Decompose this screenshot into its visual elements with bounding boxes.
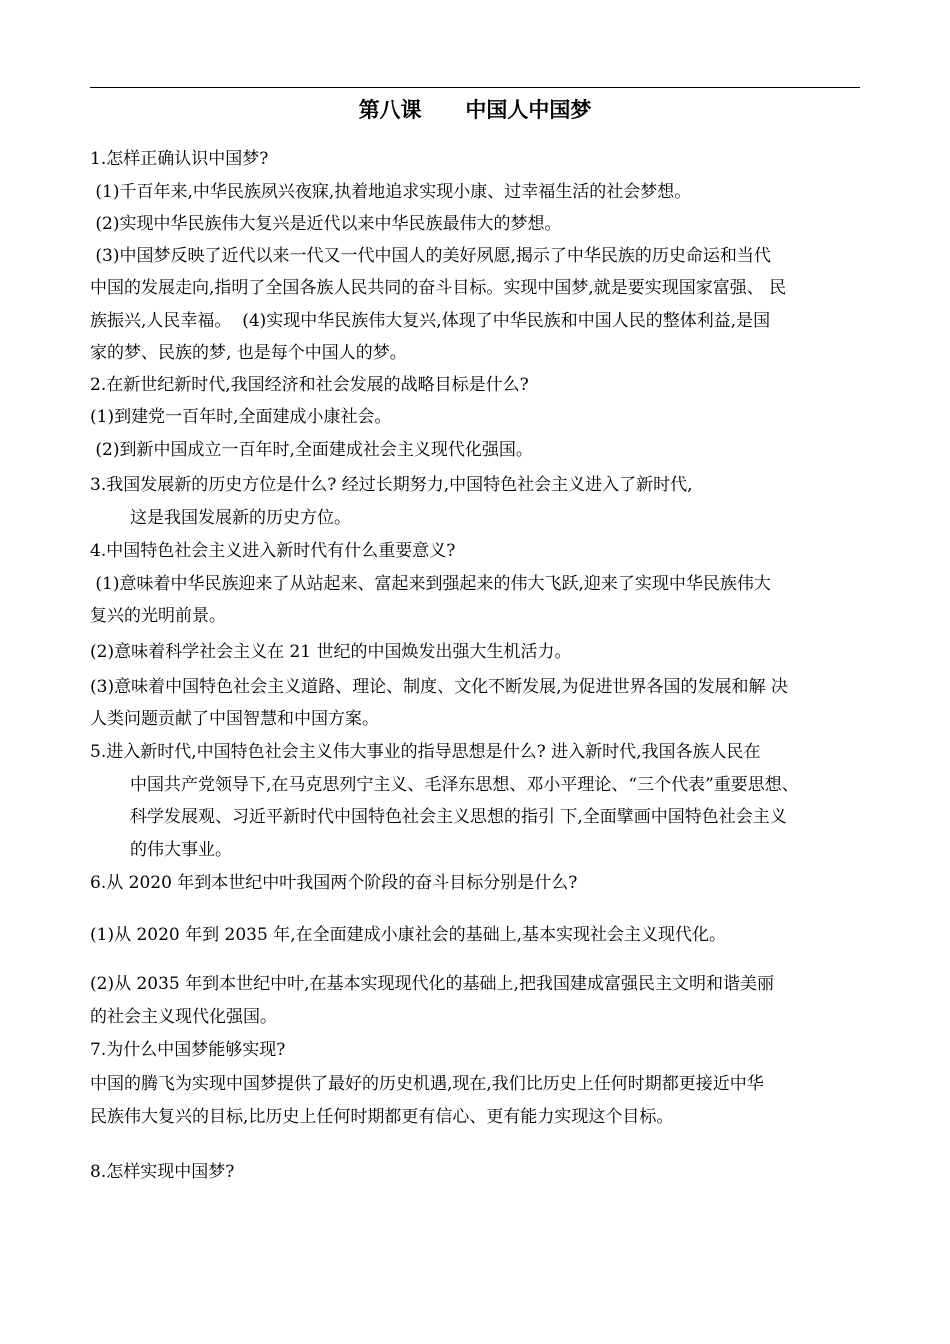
answer-line: (1)意味着中华民族迎来了从站起来、富起来到强起来的伟大飞跃,迎来了实现中华民族伟大: [90, 574, 771, 594]
answer-line: (1)从 2020 年到 2035 年,在全面建成小康社会的基础上,基本实现社会主义现代化。: [90, 925, 727, 945]
answer-line: 复兴的光明前景。: [90, 606, 226, 626]
answer-line: 科学发展观、习近平新时代中国特色社会主义思想的指引 下,全面擘画中国特色社会主义: [130, 807, 787, 827]
answer-line: (2)从 2035 年到本世纪中叶,在基本实现现代化的基础上,把我国建成富强民主文明和谐美丽: [90, 974, 774, 994]
question-1: 1.怎样正确认识中国梦?: [90, 149, 269, 169]
lesson-title: 第八课 中国人中国梦: [358, 98, 592, 122]
answer-line: 的伟大事业。: [130, 840, 232, 860]
answer-line: 人类问题贡献了中国智慧和中国方案。: [90, 709, 379, 729]
question-7: 7.为什么中国梦能够实现?: [90, 1040, 286, 1060]
question-6: 6.从 2020 年到本世纪中叶我国两个阶段的奋斗目标分别是什么?: [90, 873, 578, 893]
header-rule: [90, 87, 860, 88]
answer-line: (3)意味着中国特色社会主义道路、理论、制度、文化不断发展,为促进世界各国的发展和解 决: [90, 677, 788, 697]
answer-line: (2)意味着科学社会主义在 21 世纪的中国焕发出强大生机活力。: [90, 642, 572, 662]
question-2: 2.在新世纪新时代,我国经济和社会发展的战略目标是什么?: [90, 375, 529, 395]
answer-line: 家的梦、民族的梦, 也是每个中国人的梦。: [90, 343, 407, 363]
question-4: 4.中国特色社会主义进入新时代有什么重要意义?: [90, 541, 456, 561]
question-3: 3.我国发展新的历史方位是什么? 经过长期努力,中国特色社会主义进入了新时代,: [90, 475, 693, 495]
answer-line: 族振兴,人民幸福。 (4)实现中华民族伟大复兴,体现了中华民族和中国人民的整体利益,是国: [90, 311, 771, 331]
answer-line: 中国共产党领导下,在马克思列宁主义、毛泽东思想、邓小平理论、“三个代表”重要思想、: [130, 775, 799, 795]
answer-line: (1)千百年来,中华民族夙兴夜寐,执着地追求实现小康、过幸福生活的社会梦想。: [90, 182, 692, 202]
answer-line: (2)实现中华民族伟大复兴是近代以来中华民族最伟大的梦想。: [90, 214, 562, 234]
answer-line: (3)中国梦反映了近代以来一代又一代中国人的美好夙愿,揭示了中华民族的历史命运和当代: [90, 246, 771, 266]
answer-line: 这是我国发展新的历史方位。: [130, 508, 351, 528]
question-5: 5.进入新时代,中国特色社会主义伟大事业的指导思想是什么? 进入新时代,我国各族人民在: [90, 742, 761, 762]
answer-line: (2)到新中国成立一百年时,全面建成社会主义现代化强国。: [90, 440, 533, 460]
answer-line: 中国的发展走向,指明了全国各族人民共同的奋斗目标。实现中国梦,就是要实现国家富强、 民: [90, 278, 787, 298]
answer-line: (1)到建党一百年时,全面建成小康社会。: [90, 407, 392, 427]
question-8: 8.怎样实现中国梦?: [90, 1162, 235, 1182]
answer-line: 的社会主义现代化强国。: [90, 1007, 277, 1027]
answer-line: 民族伟大复兴的目标,比历史上任何时期都更有信心、更有能力实现这个目标。: [90, 1107, 674, 1127]
answer-line: 中国的腾飞为实现中国梦提供了最好的历史机遇,现在,我们比历史上任何时期都更接近中华: [90, 1074, 764, 1094]
